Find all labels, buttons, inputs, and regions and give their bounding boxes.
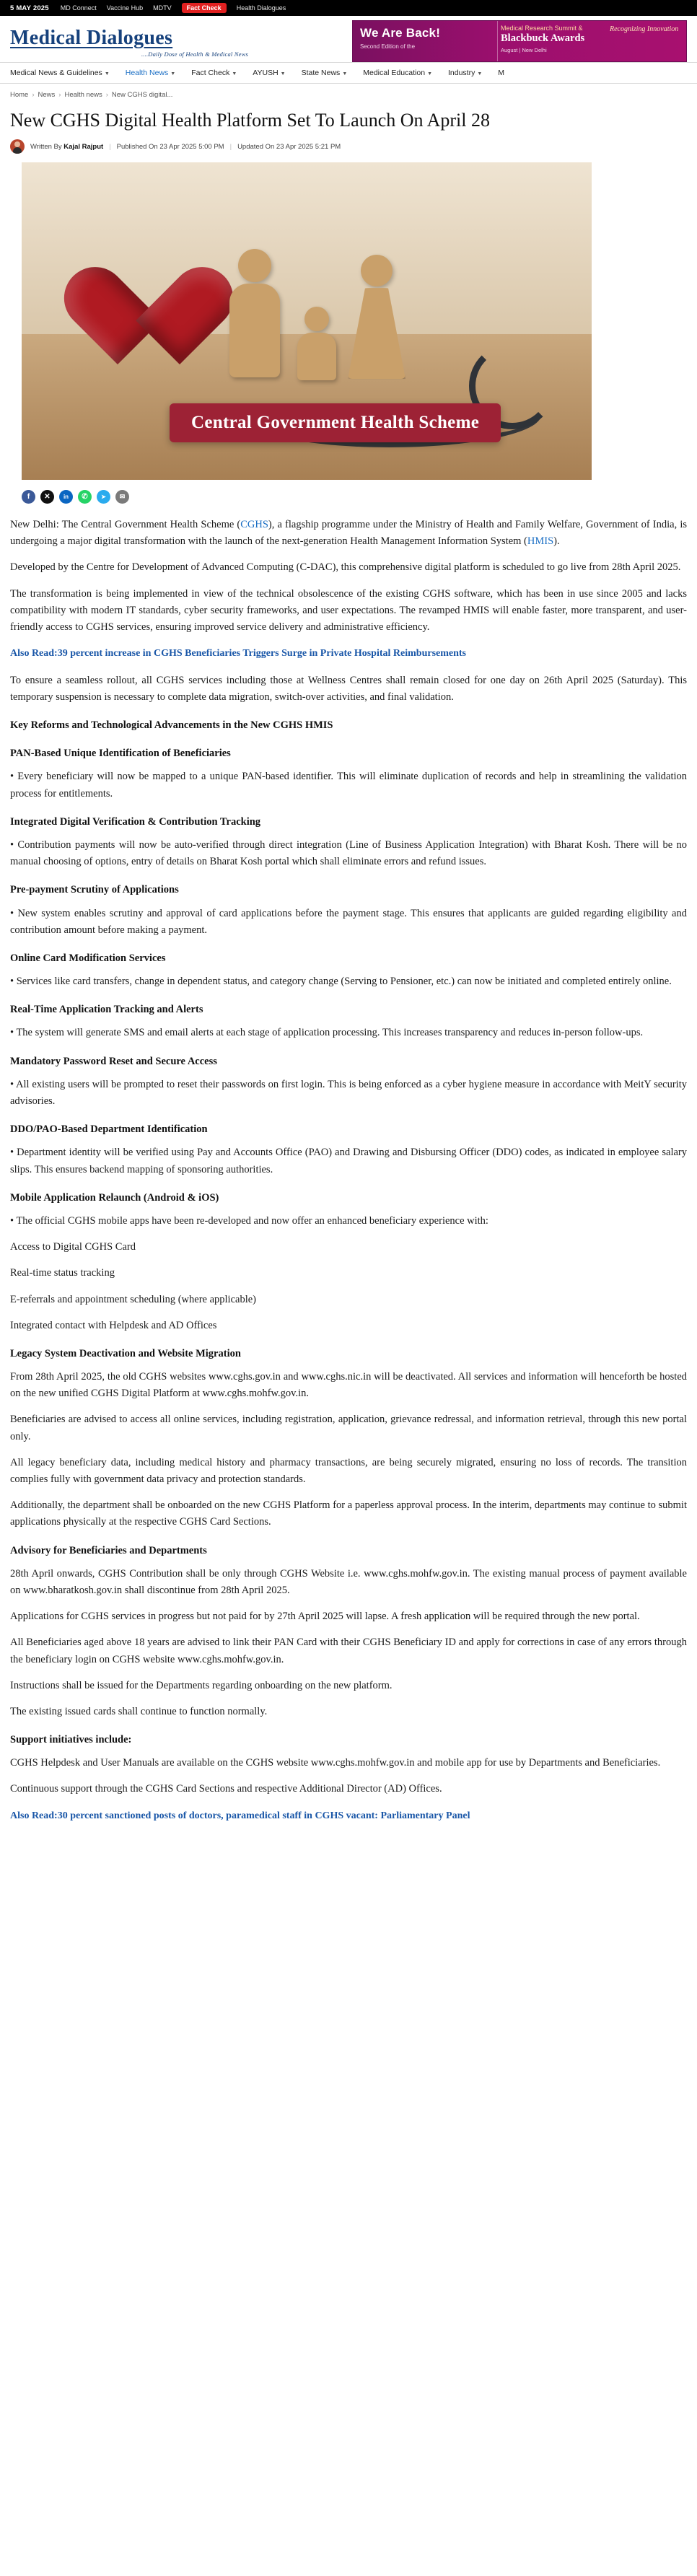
section-heading-online-card-modification: Online Card Modification Services (10, 952, 166, 964)
figure-adult-male-head (238, 249, 271, 282)
chevron-down-icon: ▼ (342, 71, 348, 77)
main-navigation (0, 62, 697, 84)
nav-item-state-news[interactable] (302, 69, 348, 77)
breadcrumb-item-home[interactable]: Home (10, 91, 29, 100)
paragraph: • Contribution payments will now be auto-verified through direct integration (Line of Business Application Integration) with Bharat Kosh. There will be no manual choosing of options, entry of details on Bharat Kosh portal which shall eliminate errors and refund issues. (10, 838, 687, 868)
author-avatar (10, 139, 25, 154)
topbar-factcheck-badge[interactable]: Fact Check (182, 3, 227, 13)
paragraph: 28th April onwards, CGHS Contribution shall be only through CGHS Website i.e. www.cghs.mohfw.gov.in. The existing manual process of payment available on www.bharatkosh.gov.in shall discontinue from 28th April 2025. (10, 1567, 687, 1596)
section-heading-key-reforms: Key Reforms and Technological Advancements in the New CGHS HMIS (10, 719, 333, 731)
paragraph-intro (10, 517, 687, 550)
nav-label: Fact Check (191, 69, 230, 78)
paragraph-intro-part3: ). (553, 535, 560, 548)
link-cghs[interactable]: CGHS (240, 519, 268, 531)
nav-item-medical-education[interactable] (363, 69, 432, 77)
also-read-link-2[interactable]: Also Read:30 percent sanctioned posts of doctors, paramedical staff in CGHS vacant: Parliamentary Panel (10, 1810, 470, 1821)
figure-child-head (304, 307, 329, 331)
masthead (0, 16, 697, 62)
nav-item-medical-news-guidelines[interactable] (10, 69, 110, 77)
paragraph: Additionally, the department shall be onboarded on the new CGHS Platform for a paperless approval process. In the interim, departments may continue to submit applications physically at the respective CGHS Card Sections. (10, 1499, 687, 1528)
article (0, 109, 697, 1824)
paragraph: Beneficiaries are advised to access all online services, including registration, application, grievance redressal, and information retrieval, through this new portal only. (10, 1414, 687, 1442)
chevron-down-icon: ▼ (232, 71, 237, 77)
nav-label: AYUSH (253, 69, 279, 78)
section-heading-realtime-tracking: Real-Time Application Tracking and Alerts (10, 1004, 203, 1016)
paragraph: From 28th April 2025, the old CGHS websites www.cghs.gov.in and www.cghs.nic.in will be deactivated. All services and information will henceforth be hosted on the new unified CGHS Digital Platform at www.cghs.mohfw.gov.in. (10, 1371, 687, 1400)
paragraph: Developed by the Centre for Development of Advanced Computing (C-DAC), this comprehensive digital platform is scheduled to go live from 28th April 2025. (10, 561, 681, 574)
chevron-down-icon: ▼ (104, 71, 110, 77)
topbar-link-vaccine-hub[interactable]: Vaccine Hub (106, 4, 144, 12)
share-bar (22, 490, 687, 504)
figure-child-body (297, 333, 336, 380)
chevron-down-icon: ▼ (170, 71, 176, 77)
figure-adult-female-head (361, 255, 393, 286)
also-read-link-1[interactable]: Also Read:39 percent increase in CGHS Beneficiaries Triggers Surge in Private Hospital Reimbursements (10, 648, 467, 660)
paragraph: Instructions shall be issued for the Departments regarding onboarding on the new platform. (10, 1679, 393, 1691)
section-heading-digital-verification: Integrated Digital Verification & Contribution Tracking (10, 815, 261, 828)
section-heading-support: Support initiatives include: (10, 1734, 132, 1746)
ad-mid-block (497, 21, 607, 61)
ad-right-text: Recognizing Innovation (610, 25, 679, 33)
paragraph: Continuous support through the CGHS Card Sections and respective Additional Director (AD) Offices. (10, 1783, 442, 1795)
paragraph: The transformation is being implemented in view of the technical obsolescence of the existing CGHS software, which has been in use since 2005 and lacks compatibility with modern IT standards, cyber security frameworks, and user expectations. The revamped HMIS will enable faster, more transparent, and user-friendly access to CGHS services, ensuring improved service delivery and administrative efficiency. (10, 587, 687, 634)
paragraph: All Beneficiaries aged above 18 years are advised to link their PAN Card with their CGHS Beneficiary ID and apply for corrections in case of any errors through the beneficiary login on CGHS website www.cghs.mohfw.gov.in. (10, 1637, 687, 1665)
link-hmis[interactable]: HMIS (527, 535, 554, 548)
byline-updated: Updated On 23 Apr 2025 5:21 PM (237, 142, 341, 151)
nav-label: Industry (448, 69, 475, 78)
breadcrumb-item-health-news[interactable]: Health news (64, 91, 102, 100)
ad-subline: Second Edition of the (360, 43, 416, 50)
nav-label: Medical Education (363, 69, 426, 78)
nav-label: State News (301, 69, 341, 78)
byline-author-name[interactable]: Kajal Rajput (63, 142, 104, 151)
heart-model-icon (90, 271, 198, 372)
paragraph-intro-part2: ), a flagship programme under the Ministry of Health and Family Welfare, Government of India, is undergoing a major digital transformation with the launch of the next-generation Health Management Information System ( (10, 519, 687, 548)
breadcrumb-item-current: New CGHS digital... (111, 91, 173, 100)
nav-item-ayush[interactable] (253, 69, 285, 77)
current-date: 5 MAY 2025 (10, 4, 49, 12)
facebook-share-icon[interactable]: f (22, 490, 35, 504)
paragraph: To ensure a seamless rollout, all CGHS services including those at Wellness Centres shall remain closed for one day on 26th April 2025 (Saturday). This temporary suspension is necessary to complete data migration, switch-over activities, and final validation. (10, 674, 687, 703)
paragraph: All legacy beneficiary data, including medical history and pharmacy transactions, are being securely migrated, ensuring no loss of records. The transition complies fully with government data privacy and protection standards. (10, 1456, 687, 1485)
byline-separator: | (109, 142, 111, 151)
ad-left-block (353, 21, 497, 61)
breadcrumb-separator: › (32, 91, 35, 100)
paragraph: • The official CGHS mobile apps have been re-developed and now offer an enhanced beneficiary experience with: (10, 1214, 488, 1227)
topbar-link-mdtv[interactable]: MDTV (153, 4, 172, 12)
breadcrumb-item-news[interactable]: News (38, 91, 56, 100)
paragraph: Applications for CGHS services in progress but not paid for by 27th April 2025 will lapse. A fresh application will be required through the new portal. (10, 1611, 640, 1623)
byline-separator: | (229, 142, 232, 151)
paragraph: Integrated contact with Helpdesk and AD Offices (10, 1319, 217, 1331)
byline-published: Published On 23 Apr 2025 5:00 PM (116, 142, 224, 151)
ad-event-line2: Blackbuck Awards (501, 32, 585, 45)
paragraph: • Department identity will be verified using Pay and Accounts Office (PAO) and Drawing and Disbursing Officer (DDO) codes, as indicated in employee salary slips. This ensures backend mapping of sponsoring authorities. (10, 1147, 687, 1175)
paragraph: E-referrals and appointment scheduling (where applicable) (10, 1293, 257, 1305)
header-ad-banner[interactable] (352, 20, 687, 62)
telegram-share-icon[interactable]: ➤ (97, 490, 110, 504)
section-heading-password-reset: Mandatory Password Reset and Secure Access (10, 1055, 217, 1067)
nav-item-industry[interactable] (448, 69, 482, 77)
whatsapp-share-icon[interactable]: ✆ (78, 490, 92, 504)
hero-image (22, 162, 592, 480)
email-share-icon[interactable]: ✉ (115, 490, 129, 504)
site-logo-tagline: ....Daily Dose of Health & Medical News (141, 51, 248, 58)
nav-item-fact-check[interactable] (191, 69, 237, 77)
chevron-down-icon: ▼ (477, 71, 483, 77)
chevron-down-icon: ▼ (280, 71, 286, 77)
topbar-link-health-dialogues[interactable]: Health Dialogues (236, 4, 286, 12)
ad-headline: We Are Back! (360, 26, 441, 40)
nav-item-health-news[interactable] (126, 69, 175, 77)
section-heading-mobile-relaunch: Mobile Application Relaunch (Android & iOS) (10, 1191, 219, 1204)
section-heading-legacy-deactivation: Legacy System Deactivation and Website Migration (10, 1347, 241, 1359)
twitter-x-share-icon[interactable]: ✕ (40, 490, 54, 504)
breadcrumb-separator: › (58, 91, 61, 100)
section-heading-ddo-pao: DDO/PAO-Based Department Identification (10, 1123, 208, 1136)
paragraph: Real-time status tracking (10, 1267, 115, 1279)
paragraph: • All existing users will be prompted to reset their passwords on first login. This is being enforced as a cyber hygiene measure in accordance with MeitY security advisories. (10, 1078, 687, 1107)
section-heading-prepayment-scrutiny: Pre-payment Scrutiny of Applications (10, 884, 179, 896)
chevron-down-icon: ▼ (427, 71, 432, 77)
section-heading-pan-identification: PAN-Based Unique Identification of Beneficiaries (10, 748, 231, 760)
breadcrumb-separator: › (105, 91, 108, 100)
nav-label: Medical News & Guidelines (10, 69, 102, 78)
paragraph: • The system will generate SMS and email alerts at each stage of application processing. This increases transparency and reduces in-person follow-ups. (10, 1027, 644, 1039)
byline-written-by-label: Written By (30, 142, 62, 151)
ad-event-venue: August | New Delhi (501, 47, 547, 54)
nav-label: M (498, 69, 505, 78)
byline (10, 139, 687, 154)
paragraph: Access to Digital CGHS Card (10, 1241, 136, 1253)
section-heading-advisory: Advisory for Beneficiaries and Departments (10, 1544, 207, 1556)
top-utility-bar (0, 0, 697, 16)
figure-adult-male-body (229, 284, 280, 377)
hero-caption: Central Government Health Scheme (170, 403, 501, 442)
paragraph: • Services like card transfers, change in dependent status, and category change (Serving to Pensioner, etc.) can now be initiated and completed entirely online. (10, 976, 672, 988)
paragraph: CGHS Helpdesk and User Manuals are available on the CGHS website www.cghs.mohfw.gov.in and mobile app for use by Departments and Beneficiaries. (10, 1757, 661, 1769)
paragraph-intro-part1: New Delhi: The Central Government Health Scheme ( (10, 519, 241, 531)
paragraph: • New system enables scrutiny and approval of card applications before the payment stage. This ensures that applicants are guided regarding eligibility and contribution amount before making a payment. (10, 907, 687, 936)
paragraph: The existing issued cards shall continue to function normally. (10, 1705, 268, 1717)
breadcrumb (0, 84, 697, 100)
ad-event-line1: Medical Research Summit & (501, 25, 583, 32)
linkedin-share-icon[interactable]: in (59, 490, 73, 504)
site-logo[interactable] (10, 23, 248, 58)
byline-author (30, 143, 103, 151)
paragraph: • Every beneficiary will now be mapped to a unique PAN-based identifier. This will eliminate duplication of records and help in streamlining the validation process for entitlements. (10, 771, 687, 799)
topbar-link-md-connect[interactable]: MD Connect (60, 4, 97, 12)
nav-label: Health News (125, 69, 169, 78)
article-body (10, 517, 687, 1824)
site-logo-title: Medical Dialogues (10, 27, 173, 49)
nav-item-more[interactable] (498, 69, 504, 77)
page-title: New CGHS Digital Health Platform Set To Launch On April 28 (10, 110, 490, 131)
